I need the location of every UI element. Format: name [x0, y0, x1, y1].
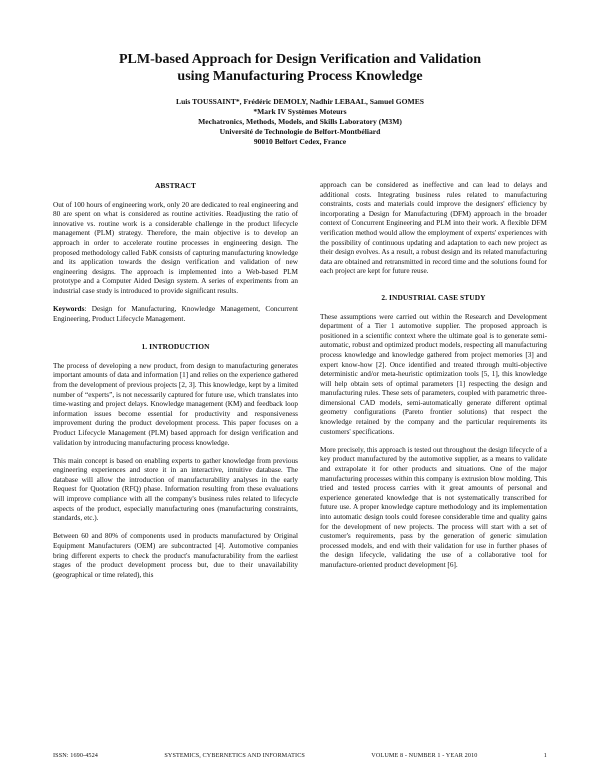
author-names: Luis TOUSSAINT*, Frédéric DEMOLY, Nadhir LEBAAL, Samuel GOMES: [176, 97, 424, 106]
affiliation-lab: Mechatronics, Methods, Models, and Skills Laboratory (M3M): [198, 117, 402, 127]
right-paragraph-1: approach can be considered as ineffective and can lead to delays and additional costs. Integrating business rules related to manufacturing constraints, costs and materials could improve the designers' efficiency by incorporating a Design for Manufacturing (DFM) approach in the broader context of Concurrent Engineering and PLM into their work. A flexible DFM verification method would allow the employment of experts' experiences with the possibility of continuous updating and adaptation to each new project as their design evolves. As a result, a robust design and its related manufacturing data are obtained and retransmitted in record time and the solutions found for each project are kept for future reuse.: [320, 181, 547, 276]
footer-journal: SYSTEMICS, CYBERNETICS AND INFORMATICS: [164, 752, 305, 759]
case-study-paragraph-1: These assumptions were carried out within the Research and Development department of a Tier 1 automotive supplier. The proposed approach is positioned in a scientific context where the ultimate goal is to generate semi-automatic, robust and optimized product models, respecting all manufacturing process knowledge and knowledge gathered from project memories [3] and expert know-how [2]. Once identified and treated through multi-objective deterministic and/or meta-heuristic optimization tools [5, 1], this knowledge will help obtain sets of optimal parameters [1] respecting the design and manufacturing rules. These sets of parameters, coupled with parametric three-dimensional CAD models, semi-automatically generate different optimal geometry configurations (Pareto frontier solutions) that respect the knowledge retained by the company and the particular requirements its customers' specifications.: [320, 312, 547, 436]
keywords-label: Keywords: [53, 305, 85, 314]
introduction-paragraph-3: Between 60 and 80% of components used in products manufactured by Original Equipment Manufacturers (OEM) are subcontracted [4]. Automotive companies bring different experts to check the product's manufacturability from the earliest stages of the product development process but, due to their unavailability (geographical or time related), this: [53, 532, 298, 579]
case-study-heading: 2. INDUSTRIAL CASE STUDY: [381, 292, 486, 302]
paper-title: [40, 52, 560, 85]
abstract-text: Out of 100 hours of engineering work, only 20 are dedicated to real engineering and 80 are spent on what is considered as routine activities. Readjusting the ratio of innovative vs. routine work is a considerable challenge in the product lifecycle management (PLM) strategy. Therefore, the main objective is to develop an approach in order to accelerate routine processes in engineering design. The proposed methodology called FabK consists of capturing manufacturing knowledge and its application towards the design verification and validation of new engineering designs. The approach is implemented into a Web-based PLM prototype and a Computer Aided Design system. A series of experiments from an industrial case study is introduced to provide significant results.: [53, 200, 298, 295]
keywords-paragraph: [53, 305, 298, 324]
right-column: [320, 181, 547, 579]
keywords-text: : Design for Manufacturing, Knowledge Management, Concurrent Engineering, Product Lifecycle Management.: [53, 305, 298, 323]
affiliation-address: 90010 Belfort Cedex, France: [253, 137, 347, 147]
abstract-heading: ABSTRACT: [154, 181, 197, 190]
introduction-paragraph-1: The process of developing a new product, from design to manufacturing generates important amounts of data and information [1] and relies on the experience gathered from the development of previous projects [2, 3]. This knowledge, kept by a limited number of “experts”, is not necessarily captured for future use, which translates into time-wasting and project delays. Knowledge management (KM) and feedback loop information issues become essential for productivity and responsiveness improvement during the product development process. This paper focuses on a Product Lifecycle Management (PLM) based approach for design verification and validation by introducing manufacturing process knowledge.: [53, 361, 298, 447]
introduction-heading: 1. INTRODUCTION: [141, 342, 210, 352]
case-study-paragraph-2: More precisely, this approach is tested out throughout the design lifecycle of a key product manufactured by the automotive supplier, as a means to validate and extrapolate it for other products and situations. One of the major manufacturing processes within this company is extrusion blow molding. This tried and tested process carries with it great amounts of personal and experience generated knowledge that is not systematically transcribed for future use. A proper knowledge capture methodology and its implementation into automatic design tools could foresee considerable time and quality gains for the development of new projects. The process will start with a set of customer's requirements, pass by the generation of generic simulation processed models, and end with their validation for use in further phases of the design lifecycle, validating the use of a collaborative tool for manufacture-oriented product development [6].: [320, 445, 548, 569]
footer-volume: VOLUME 8 - NUMBER 1 - YEAR 2010: [371, 752, 478, 759]
title-line-1: PLM-based Approach for Design Verification and Validation: [119, 52, 481, 67]
author-block: [60, 97, 540, 147]
page-footer: [53, 752, 547, 759]
left-column: [53, 181, 298, 589]
affiliation-university: Université de Technologie de Belfort-Montbéliard: [219, 127, 381, 137]
footer-issn: ISSN: 1690-4524: [53, 752, 98, 759]
affiliation-company: *Mark IV Systèmes Moteurs: [253, 107, 347, 117]
introduction-paragraph-2: This main concept is based on enabling experts to gather knowledge from previous engineering experiences and store it in an interactive, intuitive database. The database will allow the introduction of manufacturability analyses in the early Request for Quotation (RFQ) phase. Information resulting from these evaluations will improve compliance with all the company's business rules related to lifecycle aspects of the product, especially manufacturing ones (manufacturing constraints, standards, etc.).: [53, 456, 298, 523]
title-line-2: using Manufacturing Process Knowledge: [177, 68, 423, 84]
footer-page-number: 1: [543, 752, 547, 759]
